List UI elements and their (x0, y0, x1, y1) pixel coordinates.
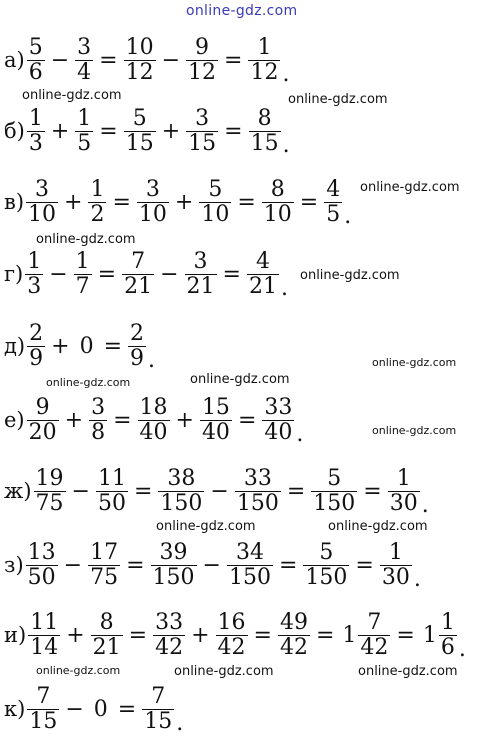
watermark-top: online-gdz.com (186, 3, 298, 19)
fraction (88, 178, 106, 227)
fraction (122, 250, 154, 299)
fraction (26, 178, 58, 227)
watermark: online-gdz.com (358, 664, 458, 679)
numerator: 5 (327, 465, 342, 491)
period: . (458, 637, 466, 662)
denominator: 150 (236, 490, 279, 516)
denominator: 15 (144, 708, 173, 734)
numerator: 8 (99, 609, 114, 635)
problem-label: з) (4, 553, 24, 577)
operator: = (253, 622, 272, 648)
denominator: 42 (155, 634, 184, 660)
denominator: 150 (152, 564, 195, 590)
problem-label: е) (4, 408, 25, 432)
denominator: 9 (29, 345, 44, 371)
period: . (296, 422, 304, 447)
operator: = (99, 47, 118, 73)
denominator: 150 (305, 564, 348, 590)
numerator: 11 (97, 465, 126, 491)
numerator: 1 (90, 176, 105, 202)
denominator: 15 (188, 130, 217, 156)
operator: = (363, 478, 382, 504)
fraction (186, 36, 218, 85)
operator: + (174, 189, 194, 215)
denominator: 40 (201, 419, 230, 445)
denominator: 15 (250, 130, 279, 156)
numerator: 33 (264, 394, 293, 420)
numerator: 39 (159, 539, 188, 565)
fraction (75, 107, 93, 156)
fraction (216, 611, 248, 660)
fraction (303, 541, 349, 590)
operator: + (50, 118, 70, 144)
period: . (280, 276, 288, 301)
denominator: 10 (28, 201, 57, 227)
denominator: 42 (360, 634, 389, 660)
fraction (27, 36, 45, 85)
fraction (96, 467, 128, 516)
denominator: 12 (125, 59, 154, 85)
fraction (27, 685, 59, 734)
numerator: 3 (195, 105, 210, 131)
numerator: 1 (396, 465, 411, 491)
operator: + (51, 333, 70, 359)
numerator: 33 (155, 609, 184, 635)
problem-label: г) (4, 262, 24, 286)
problem-label: к) (4, 697, 26, 721)
numerator: 4 (326, 176, 341, 202)
denominator: 5 (77, 130, 92, 156)
operator: = (128, 622, 148, 648)
denominator: 21 (186, 273, 215, 299)
numerator: 3 (91, 394, 106, 420)
numerator: 33 (243, 465, 272, 491)
denominator: 30 (381, 564, 410, 590)
denominator: 50 (27, 564, 56, 590)
fraction (142, 685, 174, 734)
operator: = (97, 261, 117, 287)
operator: + (161, 118, 181, 144)
denominator: 6 (28, 59, 43, 85)
numerator: 5 (208, 176, 223, 202)
operator: = (99, 118, 118, 144)
problem-label: в) (4, 190, 25, 214)
watermark: online-gdz.com (372, 356, 457, 369)
fraction (88, 541, 120, 590)
operator: − (63, 552, 83, 578)
fraction (89, 396, 107, 445)
numerator: 1 (77, 105, 92, 131)
fraction (28, 611, 60, 660)
operator: = (355, 552, 374, 578)
denominator: 10 (263, 201, 292, 227)
operator: − (160, 261, 179, 287)
numerator: 7 (367, 609, 382, 635)
problem-e (4, 390, 303, 450)
numerator: 7 (36, 683, 51, 709)
operator: = (396, 622, 415, 648)
problem-d (4, 316, 155, 376)
fraction (128, 322, 146, 371)
fraction (124, 107, 156, 156)
fraction (278, 611, 310, 660)
operator: − (65, 696, 84, 722)
operator: + (64, 407, 84, 433)
numerator: 38 (167, 465, 196, 491)
numerator: 8 (270, 176, 285, 202)
problem-zh (4, 461, 429, 521)
numerator: 3 (145, 176, 160, 202)
operator: = (237, 189, 256, 215)
numerator: 1 (388, 539, 403, 565)
denominator: 5 (326, 201, 341, 227)
watermark: online-gdz.com (36, 232, 136, 247)
operator: + (191, 622, 210, 648)
watermark: online-gdz.com (328, 519, 428, 534)
problem-z (4, 535, 421, 595)
period: . (344, 204, 352, 229)
denominator: 150 (228, 564, 271, 590)
fraction (439, 611, 457, 660)
operator: = (315, 622, 335, 648)
fraction (324, 178, 342, 227)
numerator: 1 (28, 105, 43, 131)
denominator: 3 (27, 273, 42, 299)
numerator: 11 (30, 609, 59, 635)
denominator: 15 (125, 130, 154, 156)
problem-label: а) (4, 48, 25, 72)
fraction (153, 611, 185, 660)
numerator: 9 (195, 34, 210, 60)
numerator: 4 (255, 248, 270, 274)
numerator: 17 (90, 539, 119, 565)
operator: = (103, 333, 122, 359)
operator: = (286, 478, 306, 504)
fraction (248, 36, 280, 85)
numerator: 16 (217, 609, 246, 635)
watermark: online-gdz.com (46, 376, 131, 389)
numerator: 1 (27, 248, 42, 274)
numerator: 49 (279, 609, 308, 635)
fraction (358, 611, 390, 660)
fraction (27, 107, 45, 156)
denominator: 7 (75, 273, 90, 299)
fraction (311, 467, 357, 516)
operator: = (112, 189, 131, 215)
operator: + (64, 189, 83, 215)
whole-part: 1 (342, 622, 357, 648)
number: 0 (93, 696, 108, 722)
numerator: 3 (193, 248, 208, 274)
period: . (282, 62, 290, 87)
denominator: 20 (28, 419, 57, 445)
numerator: 34 (235, 539, 264, 565)
watermark: online-gdz.com (190, 372, 290, 387)
fraction (91, 611, 123, 660)
denominator: 15 (29, 708, 58, 734)
denominator: 3 (28, 130, 43, 156)
numerator: 13 (27, 539, 56, 565)
period: . (176, 711, 184, 736)
operator: + (175, 407, 194, 433)
fraction (199, 178, 231, 227)
denominator: 75 (90, 564, 119, 590)
numerator: 19 (35, 465, 64, 491)
denominator: 12 (250, 59, 279, 85)
numerator: 1 (75, 248, 90, 274)
numerator: 3 (35, 176, 50, 202)
operator: − (50, 47, 70, 73)
problem-v (4, 172, 351, 232)
fraction (124, 36, 156, 85)
denominator: 8 (91, 419, 106, 445)
operator: − (49, 261, 68, 287)
denominator: 12 (188, 59, 217, 85)
problem-label: и) (4, 623, 27, 647)
numerator: 2 (130, 320, 144, 346)
problem-label: д) (4, 334, 26, 358)
numerator: 5 (319, 539, 334, 565)
fraction (227, 541, 273, 590)
problem-b (4, 101, 290, 161)
fraction (138, 396, 170, 445)
period: . (421, 493, 429, 518)
numerator: 2 (29, 320, 44, 346)
numerator: 7 (151, 683, 166, 709)
watermark: online-gdz.com (300, 268, 400, 283)
period: . (148, 348, 155, 373)
problem-g (4, 244, 288, 304)
fraction (137, 178, 169, 227)
mixed-number (339, 611, 391, 660)
denominator: 2 (90, 201, 105, 227)
period: . (413, 567, 421, 592)
denominator: 42 (217, 634, 246, 660)
operator: = (117, 696, 137, 722)
fraction (158, 467, 204, 516)
fraction (75, 36, 93, 85)
denominator: 6 (440, 634, 455, 660)
fraction (26, 541, 58, 590)
denominator: 150 (160, 490, 203, 516)
numerator: 15 (201, 394, 230, 420)
operator: = (237, 407, 257, 433)
numerator: 7 (131, 248, 146, 274)
denominator: 14 (30, 634, 59, 660)
fraction (34, 467, 66, 516)
numerator: 5 (28, 34, 43, 60)
operator: = (133, 478, 153, 504)
fraction (247, 250, 279, 299)
operator: = (224, 118, 243, 144)
number: 0 (79, 333, 94, 359)
watermark: online-gdz.com (174, 664, 274, 679)
denominator: 150 (313, 490, 356, 516)
fraction (249, 107, 281, 156)
operator: = (113, 407, 132, 433)
fraction (186, 107, 218, 156)
whole-part: 1 (422, 622, 437, 648)
problem-i (4, 605, 466, 665)
denominator: 75 (35, 490, 64, 516)
denominator: 4 (77, 59, 92, 85)
numerator: 18 (139, 394, 168, 420)
numerator: 8 (257, 105, 272, 131)
fraction (27, 322, 45, 371)
denominator: 40 (264, 419, 293, 445)
fraction (380, 541, 412, 590)
fraction (262, 396, 294, 445)
denominator: 30 (389, 490, 418, 516)
numerator: 3 (77, 34, 92, 60)
fraction (151, 541, 197, 590)
problem-label: б) (4, 119, 25, 143)
denominator: 9 (130, 345, 144, 371)
fraction (262, 178, 294, 227)
fraction (235, 467, 281, 516)
fraction (27, 396, 59, 445)
denominator: 40 (139, 419, 168, 445)
watermark: online-gdz.com (22, 88, 122, 103)
fraction (185, 250, 217, 299)
operator: − (210, 478, 229, 504)
denominator: 21 (248, 273, 277, 299)
denominator: 21 (92, 634, 121, 660)
denominator: 10 (201, 201, 230, 227)
watermark: online-gdz.com (360, 180, 460, 195)
denominator: 50 (97, 490, 126, 516)
operator: − (202, 552, 221, 578)
fraction (25, 250, 43, 299)
watermark: online-gdz.com (156, 519, 256, 534)
denominator: 21 (124, 273, 153, 299)
operator: = (278, 552, 298, 578)
numerator: 1 (257, 34, 272, 60)
numerator: 1 (440, 609, 455, 635)
fraction (74, 250, 92, 299)
problem-label: ж) (4, 479, 32, 503)
operator: = (222, 261, 241, 287)
watermark: online-gdz.com (36, 664, 121, 677)
operator: = (126, 552, 145, 578)
operator: = (224, 47, 243, 73)
period: . (282, 133, 290, 158)
fraction (388, 467, 420, 516)
denominator: 42 (279, 634, 308, 660)
operator: = (299, 189, 319, 215)
operator: + (66, 622, 85, 648)
operator: − (161, 47, 181, 73)
watermark: online-gdz.com (288, 92, 388, 107)
numerator: 9 (35, 394, 50, 420)
problem-a (4, 30, 289, 90)
fraction (200, 396, 232, 445)
operator: − (71, 478, 90, 504)
numerator: 10 (125, 34, 154, 60)
problem-k (4, 679, 183, 739)
watermark: online-gdz.com (372, 424, 457, 437)
mixed-number (420, 611, 458, 660)
denominator: 10 (138, 201, 167, 227)
numerator: 5 (132, 105, 147, 131)
